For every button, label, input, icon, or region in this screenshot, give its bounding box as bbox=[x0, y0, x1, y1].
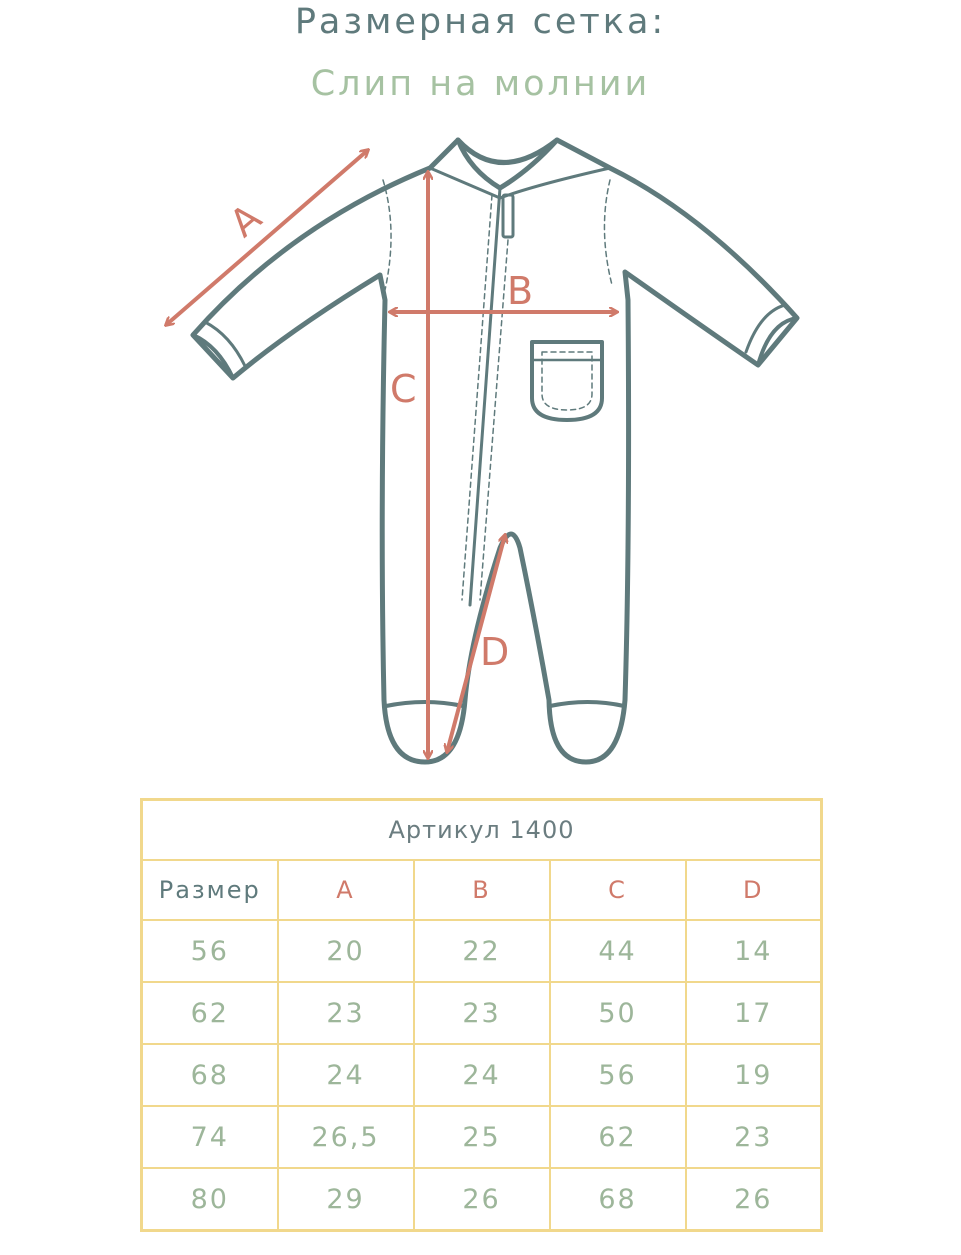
header-size: Размер bbox=[142, 860, 278, 920]
cell-d: 26 bbox=[686, 1168, 822, 1231]
cell-size: 80 bbox=[142, 1168, 278, 1231]
cell-b: 22 bbox=[414, 920, 550, 982]
size-chart-table bbox=[140, 798, 823, 1232]
left-foot-line bbox=[386, 702, 463, 706]
page-title: Размерная сетка: bbox=[294, 2, 667, 42]
label-a: A bbox=[221, 195, 270, 246]
cell-b: 26 bbox=[414, 1168, 550, 1231]
right-foot-line bbox=[550, 702, 624, 706]
cell-c: 62 bbox=[550, 1106, 686, 1168]
cell-size: 68 bbox=[142, 1044, 278, 1106]
header-c: C bbox=[550, 860, 686, 920]
cell-b: 24 bbox=[414, 1044, 550, 1106]
table-row bbox=[142, 1044, 822, 1106]
cell-c: 44 bbox=[550, 920, 686, 982]
left-cuff-inner bbox=[205, 322, 245, 366]
cell-a: 23 bbox=[278, 982, 414, 1044]
cell-c: 56 bbox=[550, 1044, 686, 1106]
cell-c: 68 bbox=[550, 1168, 686, 1231]
zipper-pull bbox=[503, 195, 513, 237]
table-row bbox=[142, 982, 822, 1044]
label-b: B bbox=[507, 269, 534, 313]
cell-d: 19 bbox=[686, 1044, 822, 1106]
cell-size: 56 bbox=[142, 920, 278, 982]
cell-d: 14 bbox=[686, 920, 822, 982]
table-row bbox=[142, 1168, 822, 1231]
header-d: D bbox=[686, 860, 822, 920]
article-label: Артикул 1400 bbox=[142, 800, 822, 861]
header-a: A bbox=[278, 860, 414, 920]
cell-d: 23 bbox=[686, 1106, 822, 1168]
cell-a: 26,5 bbox=[278, 1106, 414, 1168]
cell-b: 23 bbox=[414, 982, 550, 1044]
table-row bbox=[142, 1106, 822, 1168]
cell-a: 20 bbox=[278, 920, 414, 982]
cell-a: 29 bbox=[278, 1168, 414, 1231]
cell-c: 50 bbox=[550, 982, 686, 1044]
cell-size: 74 bbox=[142, 1106, 278, 1168]
page-subtitle: Слип на молнии bbox=[310, 64, 651, 104]
left-arm-seam bbox=[383, 180, 391, 290]
measurement-arrows bbox=[166, 150, 617, 758]
label-d: D bbox=[480, 630, 510, 674]
cell-a: 24 bbox=[278, 1044, 414, 1106]
label-c: C bbox=[390, 367, 417, 411]
zipper-stitch bbox=[462, 195, 492, 600]
table-header-row bbox=[142, 860, 822, 920]
header-b: B bbox=[414, 860, 550, 920]
cell-d: 17 bbox=[686, 982, 822, 1044]
cell-b: 25 bbox=[414, 1106, 550, 1168]
right-arm-seam bbox=[604, 180, 612, 285]
article-row bbox=[142, 800, 822, 861]
table-row bbox=[142, 920, 822, 982]
cell-size: 62 bbox=[142, 982, 278, 1044]
